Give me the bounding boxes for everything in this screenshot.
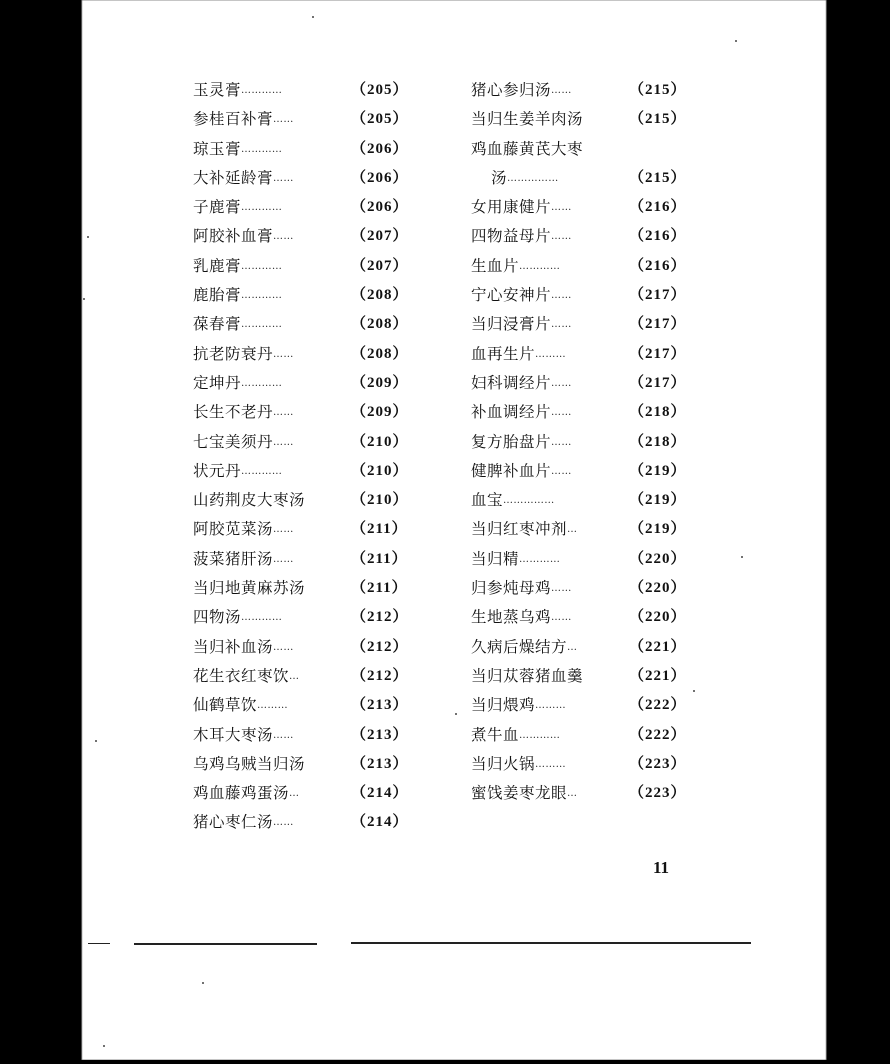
toc-dot-leader: ……… (535, 758, 566, 770)
toc-entry (471, 76, 701, 105)
toc-entry-title: 猪心参归汤 (471, 81, 552, 99)
toc-entry-page: （213） (351, 726, 409, 743)
toc-entry-page: （219） (629, 492, 687, 509)
toc-dot-leader: …………… (503, 495, 555, 507)
toc-entry (193, 164, 423, 193)
toc-entry-title: 参桂百补膏 (193, 110, 274, 129)
toc-dot-leader: …… (273, 348, 294, 360)
toc-dot-leader: …… (273, 729, 294, 741)
toc-entry (193, 633, 423, 662)
toc-entry-title: 生血片 (471, 256, 520, 275)
toc-entry-page: （218） (629, 404, 687, 421)
toc-dot-leader: …… (273, 172, 294, 184)
toc-entry-page: （214） (351, 814, 409, 831)
scan-speck (455, 713, 457, 715)
toc-dot-leader: ………… (241, 260, 283, 272)
toc-dot-leader: ………… (519, 260, 561, 272)
toc-entry-page: （217） (629, 345, 687, 362)
toc-entry-title: 当归生姜羊肉汤 (471, 110, 584, 129)
toc-entry-page: （223） (629, 755, 687, 772)
toc-entry-page: （211） (351, 521, 408, 538)
toc-entry (193, 721, 423, 750)
toc-dot-leader: ……… (257, 700, 288, 712)
toc-entry (193, 574, 423, 603)
toc-entry-title: 木耳大枣汤 (193, 725, 274, 744)
toc-entry-title: 当归煨鸡 (471, 696, 536, 715)
scan-speck (103, 1045, 105, 1047)
toc-entry-page: （205） (351, 111, 409, 128)
toc-entry-title: 当归补血汤 (193, 637, 274, 656)
toc-entry-title: 当归火锅 (471, 754, 536, 773)
bottom-rule-right (351, 942, 751, 944)
toc-entry (471, 603, 701, 632)
toc-entry-title: 四物益母片 (471, 227, 552, 246)
toc-entry-title: 仙鹤草饮 (193, 696, 258, 715)
toc-entry (471, 193, 701, 222)
toc-entry (471, 457, 701, 486)
toc-entry-title: 血宝 (471, 491, 504, 510)
toc-entry-page: （216） (629, 257, 687, 274)
toc-entry-title: 猪心枣仁汤 (193, 813, 274, 832)
toc-entry (471, 750, 701, 779)
toc-entry-title: 宁心安神片 (471, 286, 552, 305)
toc-entry (471, 281, 701, 310)
toc-dot-leader: …… (551, 436, 572, 448)
toc-entry (471, 515, 701, 544)
toc-entry-title: 四物汤 (193, 608, 242, 627)
page-number: 11 (653, 858, 670, 877)
toc-dot-leader: …… (273, 817, 294, 829)
toc-entry-title: 复方胎盘片 (471, 432, 552, 451)
toc-entry (471, 486, 701, 515)
toc-entry-page: （221） (629, 638, 687, 655)
toc-entry-title: 阿胶苋菜汤 (193, 520, 274, 539)
scan-speck (87, 236, 89, 238)
toc-entry-page: （217） (629, 287, 687, 304)
toc-dot-leader: … (289, 670, 300, 682)
toc-entry (471, 310, 701, 339)
toc-dot-leader: ………… (241, 612, 283, 624)
toc-entry-title: 妇科调经片 (471, 373, 552, 392)
toc-entry (471, 428, 701, 457)
toc-dot-leader: …… (273, 407, 294, 419)
toc-entry-page: （213） (351, 697, 409, 714)
toc-entry-page: （209） (351, 374, 409, 391)
toc-entry (193, 340, 423, 369)
toc-right-column (471, 76, 701, 808)
toc-entry (193, 281, 423, 310)
toc-entry (471, 691, 701, 720)
toc-entry (471, 340, 701, 369)
scan-speck (735, 40, 737, 42)
toc-entry (193, 310, 423, 339)
toc-dot-leader: ………… (241, 377, 283, 389)
toc-entry-title: 当归精 (471, 549, 520, 568)
toc-entry (471, 135, 701, 164)
toc-entry-page: （214） (351, 785, 409, 802)
scan-speck (95, 740, 97, 742)
toc-entry-title: 状元丹 (193, 461, 242, 480)
toc-entry-page: （206） (351, 140, 409, 157)
toc-entry (193, 398, 423, 427)
toc-dot-leader: …… (551, 465, 572, 477)
toc-entry-title: 大补延龄膏 (193, 168, 274, 187)
toc-dot-leader: … (567, 641, 578, 653)
toc-entry-title: 鹿胎膏 (193, 286, 242, 305)
toc-entry (193, 457, 423, 486)
toc-entry-page: （222） (629, 726, 687, 743)
toc-entry-page: （216） (629, 228, 687, 245)
toc-entry-page: （208） (351, 287, 409, 304)
toc-entry-page: （220） (629, 609, 687, 626)
toc-entry-title: 鸡血藤鸡蛋汤 (193, 784, 290, 803)
toc-entry-page: （205） (351, 82, 409, 98)
toc-entry-page: （209） (351, 404, 409, 421)
toc-entry (193, 252, 423, 281)
toc-dot-leader: …… (273, 231, 294, 243)
toc-entry-title: 久病后燥结方 (471, 637, 568, 656)
toc-entry (471, 779, 701, 808)
toc-dot-leader: …… (551, 231, 572, 243)
toc-dot-leader: ………… (519, 553, 561, 565)
toc-entry-title: 鸡血藤黄芪大枣 (471, 139, 584, 158)
toc-entry-page: （215） (629, 111, 687, 128)
toc-dot-leader: ………… (241, 143, 283, 155)
toc-entry-title: 阿胶补血膏 (193, 227, 274, 246)
toc-entry-page: （210） (351, 492, 409, 509)
toc-dot-leader: ………… (241, 202, 283, 214)
toc-entry-page: （216） (629, 199, 687, 216)
toc-entry-page: （217） (629, 316, 687, 333)
toc-dot-leader: ………… (241, 290, 283, 302)
scan-speck (741, 556, 743, 558)
toc-entry-page: （207） (351, 257, 409, 274)
toc-entry-title: 琼玉膏 (193, 139, 242, 158)
toc-dot-leader: …… (551, 85, 572, 96)
toc-entry-page: （213） (351, 755, 409, 772)
toc-entry-page: （220） (629, 580, 687, 597)
toc-dot-leader: …… (273, 553, 294, 565)
toc-dot-leader: ………… (519, 729, 561, 741)
document-page (81, 0, 827, 1060)
toc-entry-page: （215） (629, 169, 687, 186)
toc-entry-page: （211） (351, 580, 408, 597)
toc-entry-title: 生地蒸乌鸡 (471, 608, 552, 627)
toc-entry-page: （210） (351, 433, 409, 450)
toc-entry (471, 662, 701, 691)
toc-entry-title: 抗老防衰丹 (193, 344, 274, 363)
toc-entry-title: 补血调经片 (471, 403, 552, 422)
toc-dot-leader: …… (551, 290, 572, 302)
toc-dot-leader: … (567, 788, 578, 800)
toc-entry (193, 808, 423, 837)
toc-entry (193, 193, 423, 222)
toc-entry-title: 花生衣红枣饮 (193, 666, 290, 685)
toc-dot-leader: …… (273, 114, 294, 126)
toc-entry-title: 玉灵膏 (193, 81, 242, 99)
toc-entry-page: （208） (351, 345, 409, 362)
toc-entry-page: （223） (629, 785, 687, 802)
toc-entry (193, 105, 423, 134)
toc-entry (471, 574, 701, 603)
toc-entry-title: 归参炖母鸡 (471, 579, 552, 598)
toc-entry (471, 164, 701, 193)
bottom-rule-left-short (88, 943, 110, 944)
toc-entry-page: （218） (629, 433, 687, 450)
toc-entry (193, 750, 423, 779)
toc-dot-leader: …… (273, 524, 294, 536)
toc-entry-title: 汤 (491, 168, 508, 187)
toc-entry-page: （211） (351, 550, 408, 567)
toc-entry-page: （222） (629, 697, 687, 714)
toc-dot-leader: ……… (535, 700, 566, 712)
toc-dot-leader: …… (551, 612, 572, 624)
toc-entry-title: 当归地黄麻苏汤 (193, 579, 306, 598)
toc-dot-leader: …… (273, 641, 294, 653)
toc-entry-page: （212） (351, 638, 409, 655)
toc-dot-leader: … (567, 524, 578, 536)
toc-dot-leader: …… (551, 377, 572, 389)
toc-dot-leader: …… (273, 436, 294, 448)
scan-speck (693, 690, 695, 692)
toc-entry (471, 721, 701, 750)
toc-dot-leader: ………… (241, 85, 283, 96)
toc-entry (193, 515, 423, 544)
toc-dot-leader: …… (551, 583, 572, 595)
toc-entry-title: 当归红枣冲剂 (471, 520, 568, 539)
toc-entry-title: 血再生片 (471, 344, 536, 363)
toc-entry-title: 七宝美须丹 (193, 432, 274, 451)
toc-entry-title: 蜜饯姜枣龙眼 (471, 784, 568, 803)
toc-entry-title: 葆春膏 (193, 315, 242, 334)
toc-entry (471, 222, 701, 251)
toc-dot-leader: ……… (535, 348, 566, 360)
toc-dot-leader: …… (551, 319, 572, 331)
toc-entry (471, 105, 701, 134)
toc-dot-leader: ………… (241, 319, 283, 331)
toc-entry-title: 当归苁蓉猪血羹 (471, 666, 584, 685)
toc-entry-title: 长生不老丹 (193, 403, 274, 422)
toc-entry-page: （219） (629, 462, 687, 479)
toc-entry-title: 乳鹿膏 (193, 256, 242, 275)
toc-entry-page: （210） (351, 462, 409, 479)
toc-entry (471, 398, 701, 427)
toc-entry-title: 煮牛血 (471, 725, 520, 744)
toc-dot-leader: ………… (241, 465, 283, 477)
toc-entry-title: 健脾补血片 (471, 461, 552, 480)
scan-speck (312, 16, 314, 18)
toc-dot-leader: …… (551, 407, 572, 419)
toc-entry-page: （208） (351, 316, 409, 333)
toc-entry-title: 定坤丹 (193, 373, 242, 392)
toc-entry-page: （207） (351, 228, 409, 245)
toc-entry-title: 女用康健片 (471, 198, 552, 217)
toc-entry (471, 252, 701, 281)
toc-entry (193, 76, 423, 105)
toc-entry (471, 633, 701, 662)
toc-entry (193, 691, 423, 720)
bottom-rule-left (134, 943, 317, 945)
toc-dot-leader: … (289, 788, 300, 800)
toc-entry (193, 135, 423, 164)
toc-entry (193, 369, 423, 398)
toc-entry (193, 486, 423, 515)
toc-entry-page: （212） (351, 667, 409, 684)
toc-entry-title: 当归浸膏片 (471, 315, 552, 334)
toc-entry (193, 603, 423, 632)
toc-entry (471, 369, 701, 398)
toc-entry-title: 菠菜猪肝汤 (193, 549, 274, 568)
toc-entry-page: （221） (629, 667, 687, 684)
toc-entry (193, 779, 423, 808)
toc-left-column (193, 76, 423, 838)
toc-entry-title: 乌鸡乌贼当归汤 (193, 754, 306, 773)
toc-entry-title: 子鹿膏 (193, 198, 242, 217)
toc-entry (471, 545, 701, 574)
toc-entry (193, 428, 423, 457)
toc-entry (193, 222, 423, 251)
toc-entry-page: （219） (629, 521, 687, 538)
toc-entry-page: （206） (351, 169, 409, 186)
toc-entry-page: （215） (629, 82, 687, 98)
toc-entry-page: （220） (629, 550, 687, 567)
scan-speck (202, 982, 204, 984)
toc-entry-page: （217） (629, 374, 687, 391)
toc-dot-leader: …… (551, 202, 572, 214)
toc-dot-leader: …………… (507, 172, 559, 184)
toc-entry-page: （206） (351, 199, 409, 216)
toc-entry (193, 545, 423, 574)
toc-entry-page: （212） (351, 609, 409, 626)
scan-speck (83, 298, 85, 300)
toc-entry (193, 662, 423, 691)
toc-entry-title: 山药荆皮大枣汤 (193, 491, 306, 510)
